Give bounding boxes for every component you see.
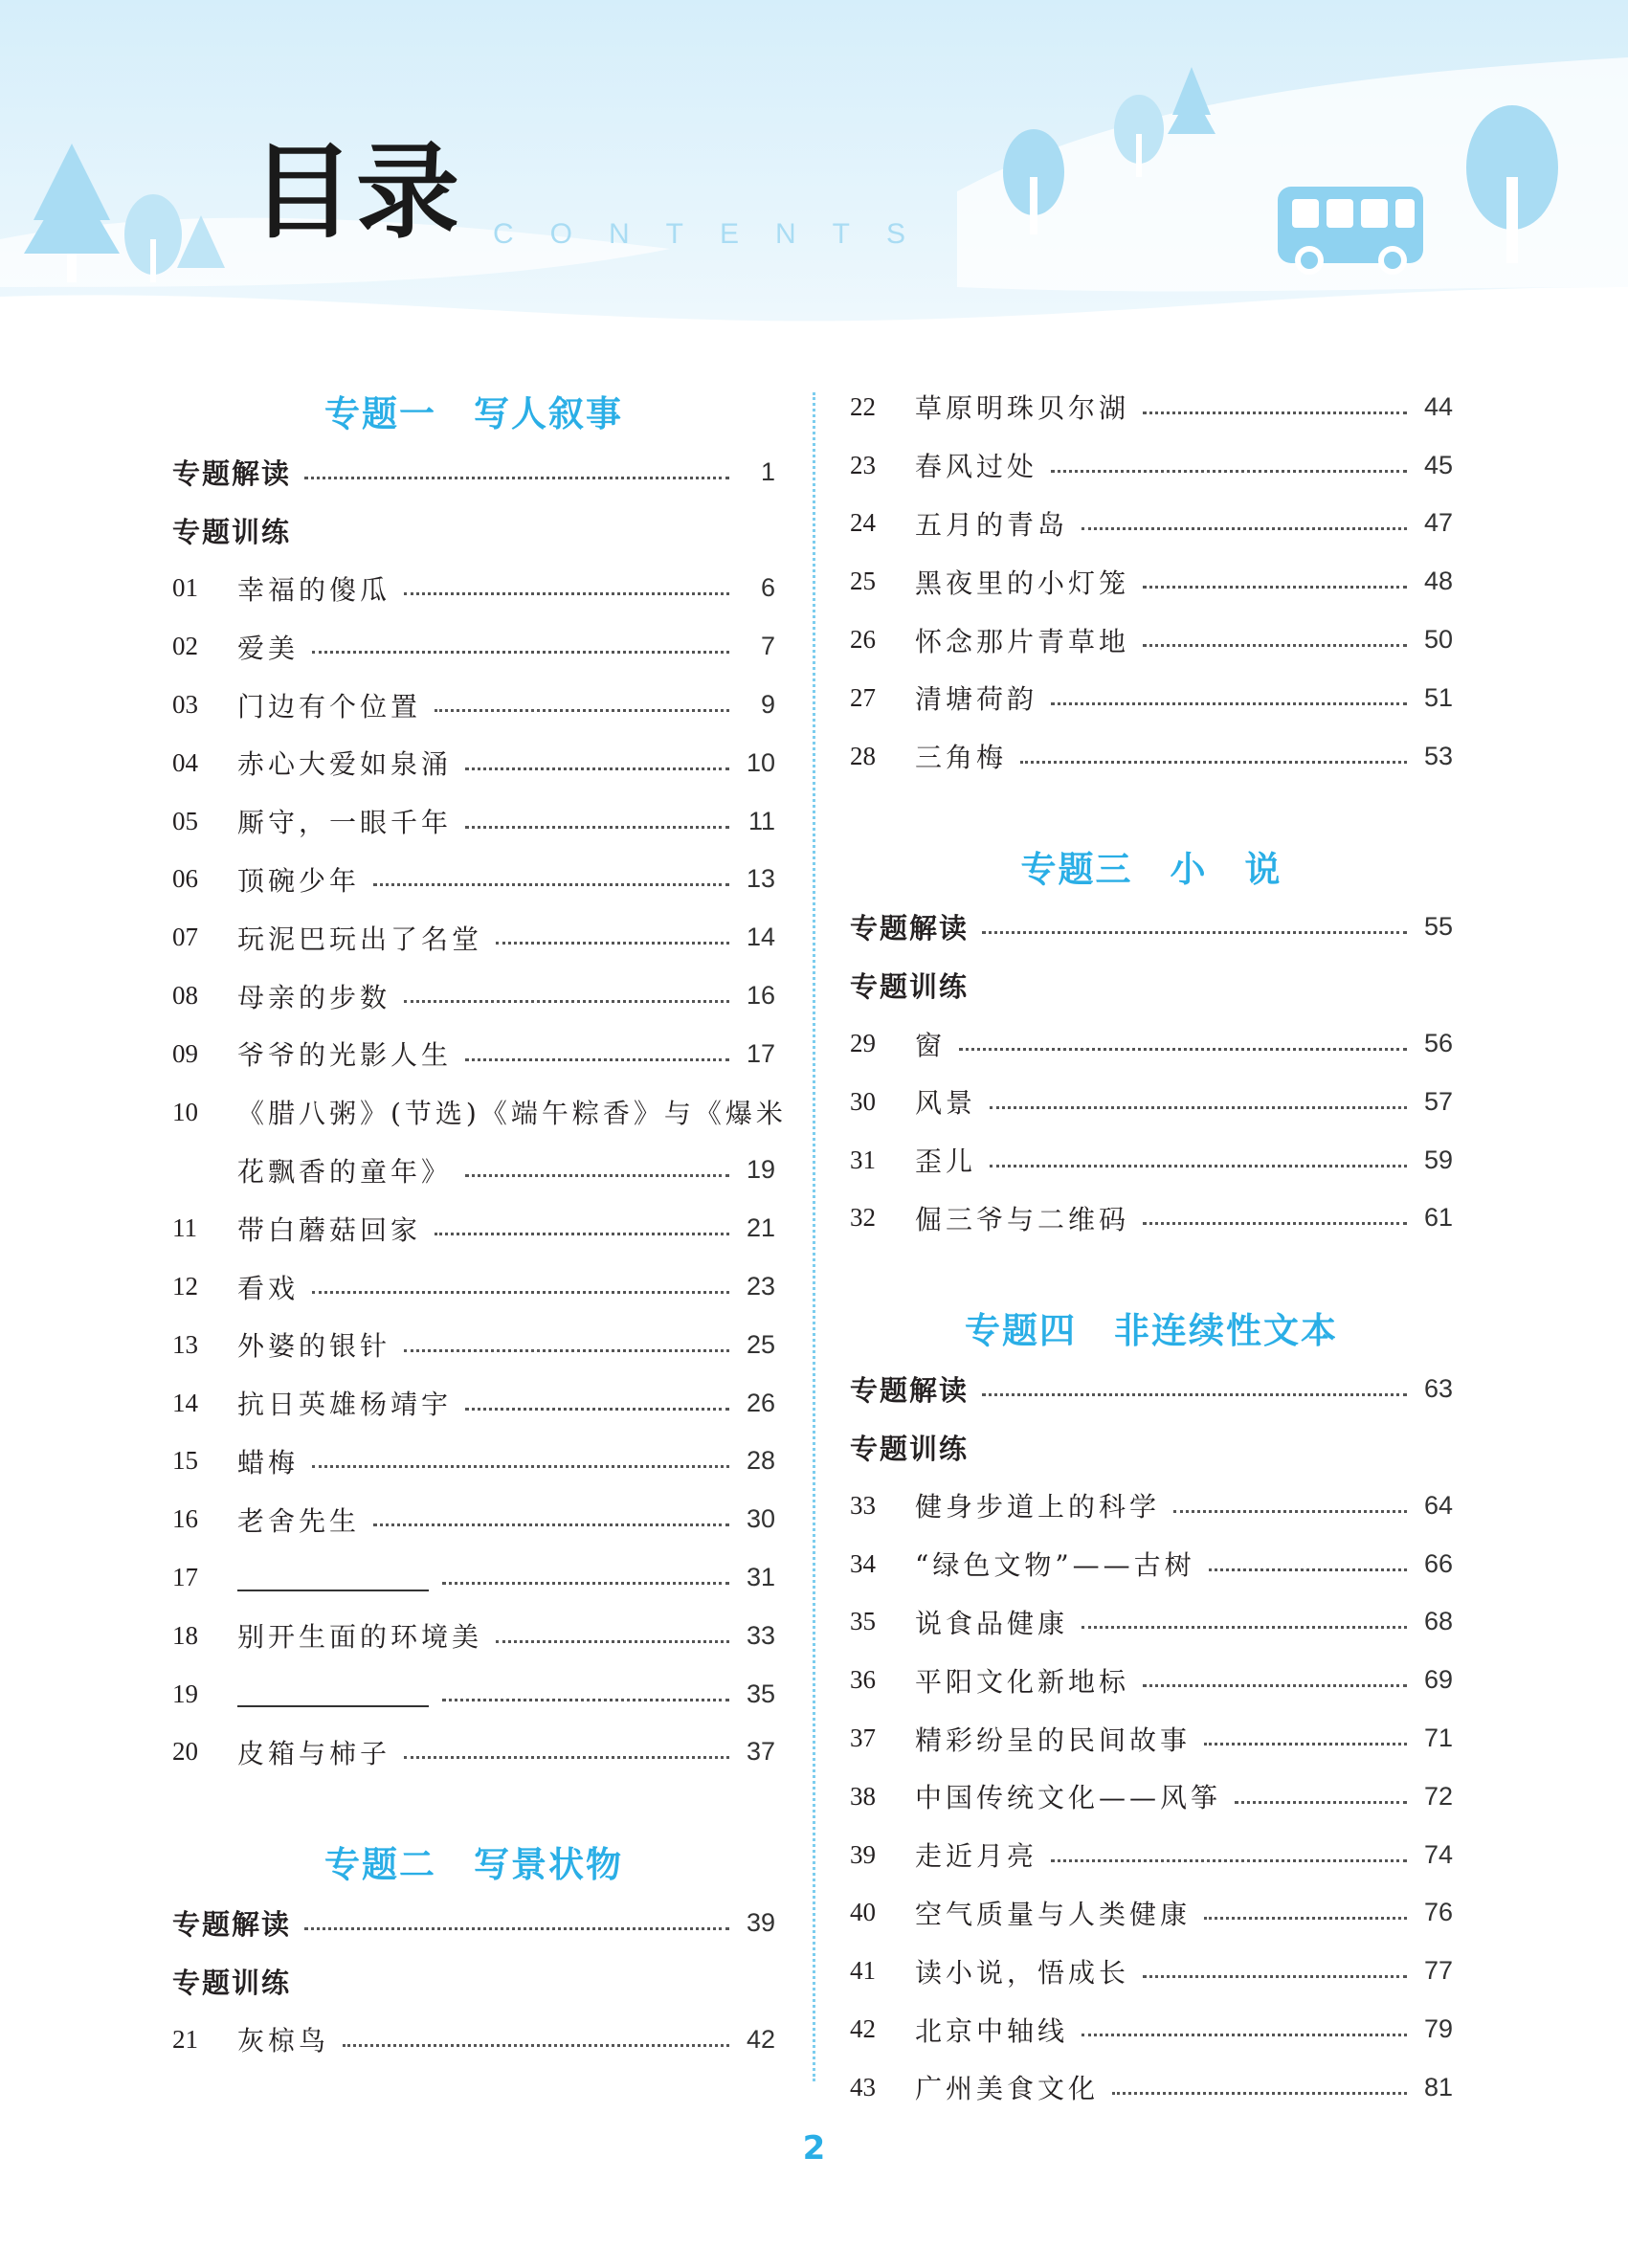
entry-number: 14 xyxy=(172,1388,198,1417)
entry-title: 走近月亮 xyxy=(915,1840,1038,1873)
entry-title: 怀念那片青草地 xyxy=(915,625,1130,657)
dot-leader xyxy=(1082,2034,1407,2036)
entry-number: 18 xyxy=(172,1620,198,1650)
entry-number: 28 xyxy=(850,741,876,770)
toc-entry[interactable] xyxy=(850,2000,1453,2058)
toc-entry[interactable] xyxy=(172,1374,775,1433)
entry-title: 爱美 xyxy=(237,632,300,664)
entry-page-number: 26 xyxy=(746,1388,775,1417)
entry-page-number: 23 xyxy=(746,1272,775,1301)
dot-leader xyxy=(1051,470,1407,473)
entry-page-number: 25 xyxy=(746,1329,775,1359)
entry-title: “绿色文物”——古树 xyxy=(915,1549,1195,1582)
toc-entry[interactable] xyxy=(172,1257,775,1316)
entry-page-number: 21 xyxy=(746,1213,775,1243)
entry-number: 38 xyxy=(850,1781,876,1811)
entry-title: 草原明珠贝尔湖 xyxy=(915,392,1130,425)
entry-number: 43 xyxy=(850,2072,876,2101)
toc-entry[interactable] xyxy=(850,1884,1453,1943)
entry-title: 读小说，悟成长 xyxy=(915,1956,1130,1989)
entry-number: 35 xyxy=(850,1607,876,1636)
entry-number: 26 xyxy=(850,625,876,655)
section-intro-label: 专题解读 xyxy=(172,1908,292,1942)
entry-number: 17 xyxy=(172,1563,198,1592)
entry-page-number: 37 xyxy=(746,1737,775,1767)
entry-title: 爷爷的光影人生 xyxy=(237,1039,453,1072)
toc-entry[interactable] xyxy=(172,1607,775,1665)
dot-leader xyxy=(442,1582,729,1585)
entry-number: 13 xyxy=(172,1329,198,1359)
entry-title: 黑夜里的小灯笼 xyxy=(915,567,1130,599)
entry-title: 健身步道上的科学 xyxy=(915,1491,1161,1523)
section-training-label: 专题训练 xyxy=(850,1433,970,1466)
entry-number: 16 xyxy=(172,1504,198,1534)
entry-title: 清塘荷韵 xyxy=(915,683,1038,716)
dot-leader xyxy=(1143,1684,1407,1687)
column-divider xyxy=(813,392,815,2081)
toc-entry[interactable] xyxy=(172,1723,775,1782)
entry-page-number: 39 xyxy=(746,1908,775,1938)
page-number: 2 xyxy=(802,2129,826,2168)
section-gap xyxy=(850,1247,1453,1295)
entry-page-number: 72 xyxy=(1423,1781,1453,1811)
toc-entry[interactable] xyxy=(172,1025,775,1083)
entry-number: 01 xyxy=(172,573,198,603)
entry-number: 41 xyxy=(850,1956,876,1986)
entry-number: 24 xyxy=(850,508,876,538)
dot-leader xyxy=(1204,1917,1407,1920)
toc-entry[interactable] xyxy=(172,1199,775,1257)
section-gap xyxy=(850,786,1453,834)
entry-page-number: 64 xyxy=(1423,1490,1453,1520)
entry-number: 03 xyxy=(172,690,198,720)
toc-entry[interactable] xyxy=(850,1709,1453,1768)
entry-title: 赤心大爱如泉涌 xyxy=(237,748,453,781)
entry-page-number: 31 xyxy=(746,1563,775,1592)
dot-leader xyxy=(465,1058,729,1061)
entry-number: 04 xyxy=(172,747,198,777)
section-heading: 专题二 写景状物 xyxy=(324,1843,623,1886)
dot-leader xyxy=(435,709,729,712)
entry-page-number: 57 xyxy=(1423,1086,1453,1116)
dot-leader xyxy=(1051,1859,1407,1862)
dot-leader xyxy=(404,1349,729,1352)
entry-page-number: 14 xyxy=(746,923,775,952)
toc-entry[interactable] xyxy=(172,1083,787,1142)
dot-leader xyxy=(1082,527,1407,530)
entry-page-number: 79 xyxy=(1423,2014,1453,2044)
entry-title: 五月的青岛 xyxy=(915,508,1069,541)
entry-title: 门边有个位置 xyxy=(237,690,422,723)
dot-leader xyxy=(1112,2092,1407,2095)
entry-title: 风景 xyxy=(915,1087,977,1120)
section-intro-label: 专题解读 xyxy=(172,456,292,490)
entry-title: 《腊八粥》(节选)《端午粽香》与《爆米 xyxy=(237,1098,787,1130)
entry-number: 25 xyxy=(850,567,876,596)
dot-leader xyxy=(404,592,729,595)
entry-title: 窗 xyxy=(915,1029,947,1061)
entry-title: 带白蘑菇回家 xyxy=(237,1213,422,1246)
toc-entry[interactable] xyxy=(850,611,1453,669)
dot-leader xyxy=(312,651,729,654)
entry-title: 中国传统文化——风筝 xyxy=(915,1782,1222,1814)
section-heading: 专题一 写人叙事 xyxy=(324,392,623,434)
entry-page-number: 47 xyxy=(1423,508,1453,538)
blank-title-line xyxy=(237,1680,429,1707)
entry-page-number: 55 xyxy=(1423,912,1453,942)
entry-number: 30 xyxy=(850,1086,876,1116)
entry-number: 23 xyxy=(850,450,876,479)
dot-leader xyxy=(304,477,729,479)
entry-title: 厮守，一眼千年 xyxy=(237,807,453,839)
page-subtitle: CONTENTS xyxy=(493,218,942,250)
section-training-label-row[interactable] xyxy=(850,1418,1453,1477)
dot-leader xyxy=(1143,586,1407,589)
entry-title: 老舍先生 xyxy=(237,1504,361,1537)
dot-leader xyxy=(465,1408,729,1411)
toc-entry[interactable] xyxy=(172,1316,775,1374)
toc-entry[interactable] xyxy=(850,1768,1453,1826)
dot-leader xyxy=(1204,1743,1407,1745)
entry-page-number: 42 xyxy=(746,2024,775,2054)
entry-number: 15 xyxy=(172,1446,198,1476)
entry-page-number: 7 xyxy=(760,632,775,661)
entry-page-number: 28 xyxy=(746,1446,775,1476)
entry-page-number: 71 xyxy=(1423,1723,1453,1753)
dot-leader xyxy=(465,767,729,770)
entry-page-number: 6 xyxy=(760,573,775,603)
toc-entry[interactable] xyxy=(850,1535,1453,1593)
entry-number: 40 xyxy=(850,1898,876,1927)
toc-entry[interactable] xyxy=(172,967,775,1025)
dot-leader xyxy=(304,1927,729,1930)
entry-title: 说食品健康 xyxy=(915,1607,1069,1639)
dot-leader xyxy=(1173,1510,1407,1513)
toc-entry[interactable] xyxy=(172,1433,775,1491)
toc-entry[interactable] xyxy=(850,669,1453,727)
dot-leader xyxy=(990,1165,1407,1167)
entry-number: 11 xyxy=(172,1213,197,1243)
entry-title: 母亲的步数 xyxy=(237,981,391,1013)
entry-page-number: 33 xyxy=(746,1620,775,1650)
dot-leader xyxy=(1051,702,1407,705)
blank-title-line xyxy=(237,1565,429,1591)
entry-page-number: 19 xyxy=(746,1155,775,1185)
entry-page-number: 11 xyxy=(747,806,775,835)
section-intro-label: 专题解读 xyxy=(850,1374,970,1408)
toc-entry[interactable] xyxy=(172,1142,775,1200)
toc-entry[interactable] xyxy=(850,1651,1453,1709)
toc-entry[interactable] xyxy=(850,1190,1453,1248)
entry-page-number: 68 xyxy=(1423,1607,1453,1636)
entry-title: 平阳文化新地标 xyxy=(915,1665,1130,1698)
entry-number: 06 xyxy=(172,864,198,894)
entry-title: 倔三爷与二维码 xyxy=(915,1203,1130,1235)
dot-leader xyxy=(990,1106,1407,1109)
dot-leader xyxy=(442,1699,729,1701)
toc-entry[interactable] xyxy=(172,617,775,676)
entry-number: 33 xyxy=(850,1490,876,1520)
entry-title: 灰椋鸟 xyxy=(237,2025,330,2057)
entry-title: 花飘香的童年》 xyxy=(237,1155,453,1188)
dot-leader xyxy=(373,1523,729,1526)
dot-leader xyxy=(343,2044,729,2047)
entry-number: 37 xyxy=(850,1723,876,1753)
dot-leader xyxy=(1082,1626,1407,1629)
section-training-label-row[interactable] xyxy=(172,1952,775,2011)
header-banner xyxy=(0,0,1628,345)
section-gap xyxy=(172,1781,775,1829)
dot-leader xyxy=(1020,761,1407,764)
section-heading: 专题四 非连续性文本 xyxy=(965,1309,1338,1352)
entry-page-number: 13 xyxy=(746,864,775,894)
entry-page-number: 74 xyxy=(1423,1839,1453,1869)
entry-title: 歪儿 xyxy=(915,1145,977,1178)
landscape-illustration xyxy=(0,0,1628,345)
entry-title: 皮箱与柿子 xyxy=(237,1737,391,1769)
entry-page-number: 51 xyxy=(1423,682,1453,712)
toc-entry[interactable] xyxy=(850,1014,1453,1073)
entry-number: 07 xyxy=(172,923,198,952)
entry-number: 27 xyxy=(850,682,876,712)
entry-number: 32 xyxy=(850,1203,876,1233)
entry-page-number: 17 xyxy=(746,1038,775,1068)
section-intro-label: 专题解读 xyxy=(850,912,970,945)
entry-title: 北京中轴线 xyxy=(915,2014,1069,2047)
dot-leader xyxy=(404,1000,729,1003)
entry-title: 顶碗少年 xyxy=(237,864,361,897)
entry-title: 蜡梅 xyxy=(237,1446,300,1479)
toc-entry[interactable] xyxy=(850,1593,1453,1652)
entry-number: 02 xyxy=(172,632,198,661)
entry-number: 36 xyxy=(850,1665,876,1695)
entry-number: 05 xyxy=(172,806,198,835)
toc-entry[interactable] xyxy=(172,676,775,734)
toc-entry[interactable] xyxy=(850,1826,1453,1884)
dot-leader xyxy=(1235,1801,1407,1804)
entry-number: 39 xyxy=(850,1839,876,1869)
entry-title: 别开生面的环境美 xyxy=(237,1621,483,1654)
section-intro-entry[interactable] xyxy=(850,1360,1453,1418)
toc-entry[interactable] xyxy=(850,1477,1453,1535)
entry-page-number: 50 xyxy=(1423,625,1453,655)
entry-page-number: 69 xyxy=(1423,1665,1453,1695)
toc-entry[interactable] xyxy=(172,560,775,618)
entry-number: 08 xyxy=(172,981,198,1011)
section-training-label: 专题训练 xyxy=(172,1967,292,2000)
section-intro-entry[interactable] xyxy=(172,1894,775,1952)
entry-page-number: 61 xyxy=(1423,1203,1453,1233)
dot-leader xyxy=(465,1174,729,1177)
entry-title: 广州美食文化 xyxy=(915,2073,1100,2105)
entry-title: 幸福的傻瓜 xyxy=(237,573,391,606)
entry-page-number: 53 xyxy=(1423,741,1453,770)
toc-entry[interactable] xyxy=(172,851,775,909)
dot-leader xyxy=(1143,411,1407,414)
entry-number: 22 xyxy=(850,391,876,421)
toc-entry[interactable] xyxy=(850,2058,1453,2117)
page-title: 目录 xyxy=(251,133,462,253)
entry-number: 29 xyxy=(850,1029,876,1058)
dot-leader xyxy=(982,931,1407,934)
entry-number: 12 xyxy=(172,1272,198,1301)
toc-entry[interactable] xyxy=(850,378,1453,436)
toc-entry[interactable] xyxy=(850,495,1453,553)
entry-page-number: 48 xyxy=(1423,567,1453,596)
entry-title: 春风过处 xyxy=(915,451,1038,483)
toc-entry[interactable] xyxy=(172,908,775,967)
toc-entry[interactable] xyxy=(172,1548,775,1607)
section-intro-entry[interactable] xyxy=(172,443,775,501)
entry-number: 42 xyxy=(850,2014,876,2044)
dot-leader xyxy=(1143,1975,1407,1978)
dot-leader xyxy=(959,1048,1407,1051)
toc-entry[interactable] xyxy=(172,1665,775,1723)
entry-page-number: 81 xyxy=(1423,2072,1453,2101)
dot-leader xyxy=(312,1465,729,1468)
dot-leader xyxy=(373,883,729,886)
bus-icon xyxy=(1278,187,1423,275)
section-intro-entry[interactable] xyxy=(850,899,1453,957)
dot-leader xyxy=(496,1640,729,1643)
entry-number: 34 xyxy=(850,1548,876,1578)
entry-title: 抗日英雄杨靖宇 xyxy=(237,1389,453,1421)
entry-title: 外婆的银针 xyxy=(237,1330,391,1363)
dot-leader xyxy=(1209,1568,1407,1571)
dot-leader xyxy=(1143,644,1407,647)
entry-number: 10 xyxy=(172,1097,198,1126)
entry-title: 玩泥巴玩出了名堂 xyxy=(237,923,483,955)
toc-entry[interactable] xyxy=(850,436,1453,495)
dot-leader xyxy=(312,1291,729,1294)
entry-page-number: 30 xyxy=(746,1504,775,1534)
entry-title: 看戏 xyxy=(237,1272,300,1304)
toc-entry[interactable] xyxy=(850,1073,1453,1131)
entry-page-number: 1 xyxy=(760,456,775,486)
entry-title: 精彩纷呈的民间故事 xyxy=(915,1723,1192,1756)
entry-page-number: 10 xyxy=(746,747,775,777)
entry-title: 三角梅 xyxy=(915,742,1008,774)
section-training-label-row[interactable] xyxy=(850,956,1453,1014)
entry-title: 空气质量与人类健康 xyxy=(915,1898,1192,1930)
toc-column-right xyxy=(850,378,1453,2117)
entry-page-number: 76 xyxy=(1423,1898,1453,1927)
entry-page-number: 16 xyxy=(746,981,775,1011)
toc-entry[interactable] xyxy=(172,2011,775,2069)
dot-leader xyxy=(982,1393,1407,1396)
entry-number: 31 xyxy=(850,1145,876,1174)
toc-entry[interactable] xyxy=(172,734,775,792)
entry-page-number: 35 xyxy=(746,1679,775,1708)
toc-entry[interactable] xyxy=(850,1131,1453,1190)
entry-page-number: 44 xyxy=(1423,391,1453,421)
entry-page-number: 9 xyxy=(760,690,775,720)
section-training-label: 专题训练 xyxy=(172,515,292,548)
dot-leader xyxy=(435,1233,729,1235)
entry-number: 09 xyxy=(172,1038,198,1068)
toc-entry[interactable] xyxy=(850,1942,1453,2000)
entry-number: 21 xyxy=(172,2024,198,2054)
entry-page-number: 63 xyxy=(1423,1374,1453,1404)
dot-leader xyxy=(1143,1222,1407,1225)
entry-number: 19 xyxy=(172,1679,198,1708)
toc-column-left xyxy=(172,378,787,2069)
dot-leader xyxy=(404,1756,729,1759)
entry-page-number: 66 xyxy=(1423,1548,1453,1578)
entry-page-number: 45 xyxy=(1423,450,1453,479)
toc-entry[interactable] xyxy=(172,792,775,851)
toc-entry[interactable] xyxy=(850,727,1453,786)
dot-leader xyxy=(496,942,729,945)
entry-page-number: 59 xyxy=(1423,1145,1453,1174)
entry-number: 20 xyxy=(172,1737,198,1767)
toc-entry[interactable] xyxy=(850,552,1453,611)
dot-leader xyxy=(465,826,729,829)
toc-entry[interactable] xyxy=(172,1490,775,1548)
entry-page-number: 77 xyxy=(1423,1956,1453,1986)
section-heading: 专题三 小 说 xyxy=(1020,847,1282,890)
section-training-label: 专题训练 xyxy=(850,970,970,1004)
entry-page-number: 56 xyxy=(1423,1029,1453,1058)
section-training-label-row[interactable] xyxy=(172,501,775,560)
